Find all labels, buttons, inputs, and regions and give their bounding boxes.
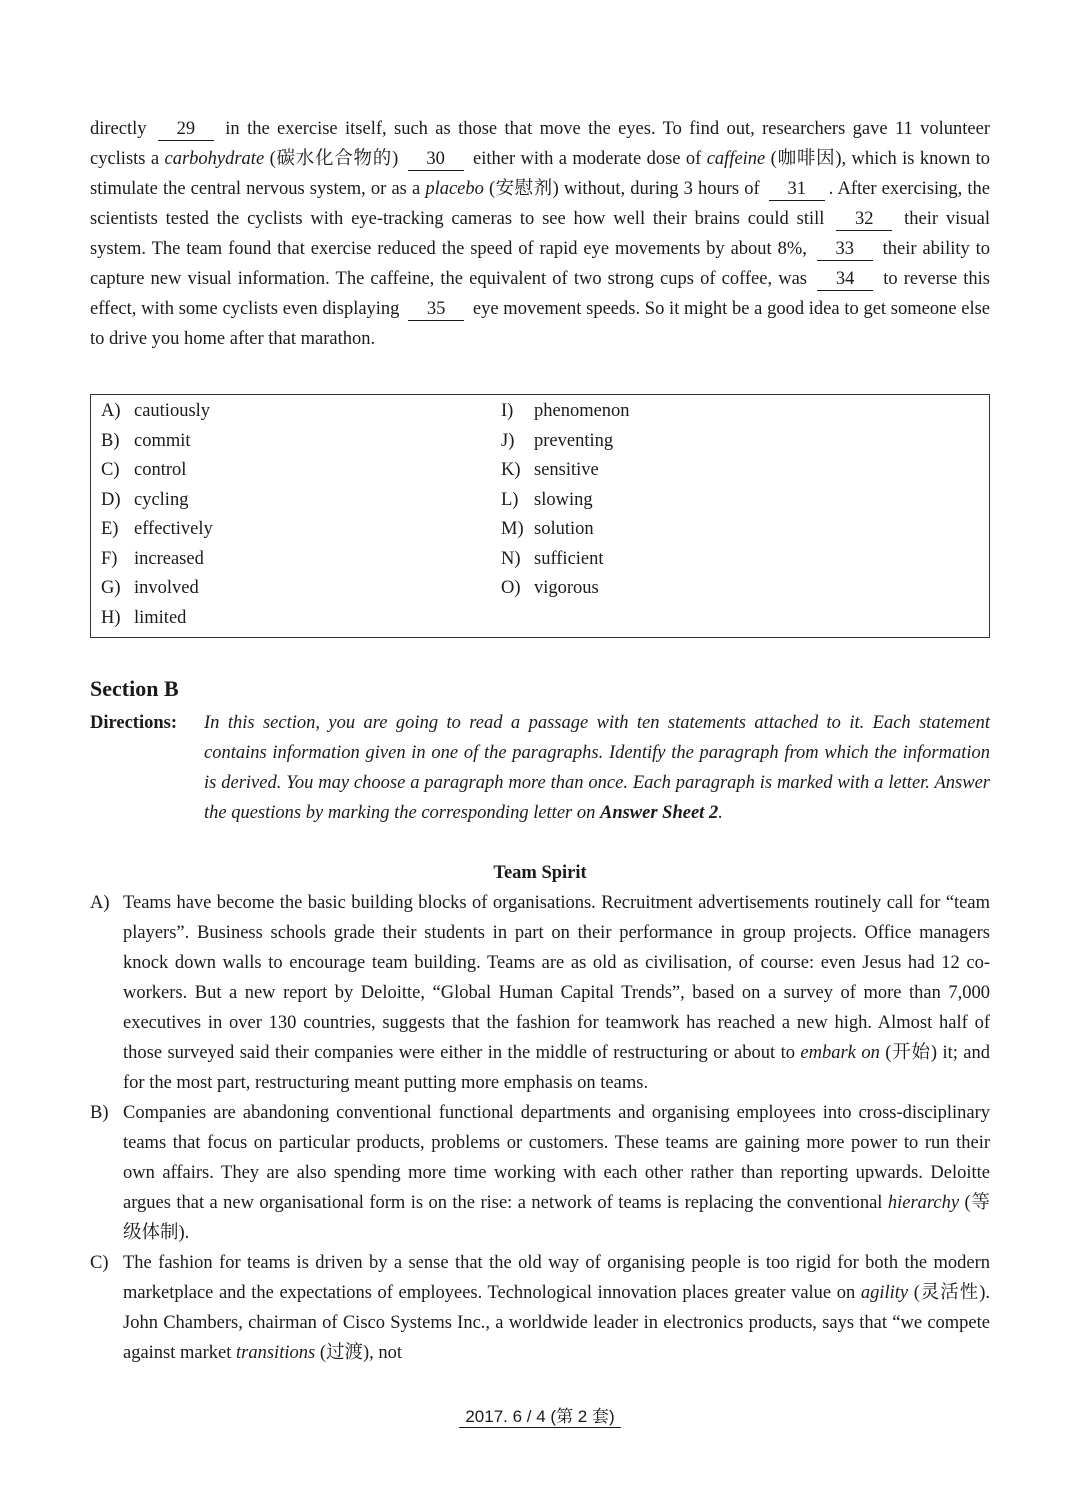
cloze-text: directly (90, 119, 147, 139)
blank-32[interactable]: 32 (836, 208, 892, 231)
paragraph-italic: hierarchy (887, 1193, 960, 1213)
option-letter: E) (101, 519, 119, 539)
option-word: preventing (534, 430, 614, 451)
blank-33[interactable]: 33 (817, 238, 873, 261)
option-letter: H) (101, 607, 121, 628)
footer-page-number: 2017. 6 / 4 (第 2 套) (459, 1407, 620, 1428)
cloze-text: (咖啡因), which is known to stimulate the central nervous system, or as a (90, 149, 991, 199)
paragraph-a (90, 888, 990, 1098)
blank-35[interactable]: 35 (408, 298, 464, 321)
cloze-text: . After exercising, the scientists tested the cyclists with eye-tracking cameras to see how well their brains could still (90, 179, 991, 229)
paragraph-text: (灵活性). John Chambers, chairman of Cisco Systems Inc., a worldwide leader in electronics products, says that “we compete against market (123, 1283, 991, 1363)
paragraph-text: (过渡), not (319, 1343, 403, 1363)
cloze-passage (90, 114, 990, 354)
paragraph-letter: C) (90, 1253, 109, 1273)
word-option (101, 515, 213, 545)
cloze-italic: caffeine (706, 149, 766, 169)
word-bank-right-column (501, 397, 630, 604)
word-option (101, 574, 213, 604)
option-word: sufficient (534, 548, 604, 569)
option-letter: D) (101, 489, 121, 510)
option-word: cycling (134, 489, 189, 510)
word-option (101, 545, 213, 575)
paragraph-c (90, 1248, 990, 1368)
cloze-text: their ability to capture new visual information. The caffeine, the equivalent of two strong cups of coffee, was (90, 239, 991, 289)
cloze-text: (安慰剂) without, during 3 hours of (489, 179, 760, 199)
option-letter: I) (501, 401, 514, 421)
directions-body (204, 708, 990, 828)
word-option (501, 427, 630, 457)
paragraph-b (90, 1098, 990, 1248)
cloze-text: either with a moderate dose of (473, 149, 702, 169)
cloze-text: in the exercise itself, such as those that move the eyes. To find out, researchers gave 11 volunteer cyclists a (90, 119, 991, 169)
option-letter: B) (101, 430, 120, 451)
word-option (501, 486, 630, 516)
directions-answer-sheet: Answer Sheet 2 (599, 803, 719, 823)
word-option (101, 456, 213, 486)
option-word: sensitive (534, 460, 599, 480)
word-option (501, 574, 630, 604)
paragraph-letter: A) (90, 893, 110, 913)
option-letter: F) (101, 548, 118, 569)
option-letter: C) (101, 460, 120, 480)
paragraph-italic: embark on (800, 1043, 880, 1063)
word-option (101, 486, 213, 516)
paragraph-text: Companies are abandoning conventional functional departments and organising employees into cross-disciplinary teams that focus on particular products, problems or customers. These teams are gaining more power to run their own affairs. They are also spending more time working with each other rather than reporting upwards. Deloitte argues that a new organisational form is on the rise: a network of teams is replacing the conventional (123, 1103, 990, 1213)
word-option (501, 545, 630, 575)
option-letter: O) (501, 578, 521, 598)
directions (90, 708, 990, 828)
cloze-text: to reverse this effect, with some cyclists even displaying (90, 269, 991, 319)
blank-31[interactable]: 31 (769, 178, 825, 201)
option-word: effectively (134, 519, 213, 539)
paragraph-text: The fashion for teams is driven by a sense that the old way of organising people is too rigid for both the modern marketplace and the expectations of employees. Technological innovation places greater value on (123, 1253, 990, 1303)
cloze-italic: carbohydrate (164, 149, 265, 169)
option-word: solution (534, 519, 594, 539)
blank-30[interactable]: 30 (408, 148, 464, 171)
cloze-text: (碳水化合物的) (269, 149, 399, 169)
directions-text: In this section, you are going to read a passage with ten statements attached to it. Each statement contains information given in one of the paragraphs. Identify the paragraph from which the information is derived. You may choose a paragraph more than once. Each paragraph is marked with a letter. Answer the questions by marking the corresponding letter on (204, 713, 990, 823)
option-letter: L) (501, 489, 519, 510)
blank-34[interactable]: 34 (817, 268, 873, 291)
option-letter: G) (101, 578, 121, 598)
word-bank-box (90, 394, 990, 638)
option-word: commit (134, 430, 191, 451)
paragraph-text: (等级体制). (123, 1193, 991, 1243)
cloze-text: their visual system. The team found that exercise reduced the speed of rapid eye movements by about 8%, (90, 209, 991, 259)
word-option (101, 604, 213, 634)
option-word: limited (134, 607, 187, 628)
word-option (101, 397, 213, 427)
word-option (501, 397, 630, 427)
passage-body (90, 888, 990, 1368)
option-word: vigorous (534, 578, 599, 598)
option-letter: N) (501, 548, 521, 569)
option-word: cautiously (134, 401, 211, 421)
word-option (101, 427, 213, 457)
blank-29[interactable]: 29 (158, 118, 214, 141)
word-option (501, 515, 630, 545)
paragraph-text: Teams have become the basic building blocks of organisations. Recruitment advertisements routinely call for “team players”. Business schools grade their students in part on their performance in group projects. Office managers knock down walls to encourage team building. Teams are as old as civilisation, of course: even Jesus had 12 co-workers. But a new report by Deloitte, “Global Human Capital Trends”, based on a survey of more than 7,000 executives in over 130 countries, suggests that the fashion for teamwork has reached a new high. Almost half of those surveyed said their companies were either in the middle of restructuring or about to (123, 893, 990, 1063)
passage-title: Team Spirit (493, 863, 587, 883)
option-letter: A) (101, 401, 121, 421)
paragraph-letter: B) (90, 1103, 109, 1123)
option-word: slowing (534, 489, 593, 510)
option-letter: K) (501, 460, 521, 480)
cloze-text: eye movement speeds. So it might be a good idea to get someone else to drive you home after that marathon. (90, 299, 991, 349)
cloze-italic: placebo (425, 179, 484, 199)
section-title: Section B (90, 676, 179, 701)
option-word: phenomenon (534, 401, 630, 421)
paragraph-italic: agility (860, 1283, 909, 1303)
directions-label: Directions: (90, 713, 177, 733)
option-word: control (134, 460, 187, 480)
directions-end: . (718, 803, 723, 823)
option-word: increased (134, 548, 204, 569)
paragraph-italic: transitions (236, 1343, 316, 1363)
option-letter: M) (501, 519, 524, 539)
paragraph-text: (开始) it; and for the most part, restructuring meant putting more emphasis on teams. (123, 1043, 991, 1093)
word-option (501, 456, 630, 486)
page-footer (0, 1406, 1080, 1428)
option-letter: J) (501, 430, 515, 451)
option-word: involved (134, 578, 199, 598)
word-bank-left-column (101, 397, 213, 633)
